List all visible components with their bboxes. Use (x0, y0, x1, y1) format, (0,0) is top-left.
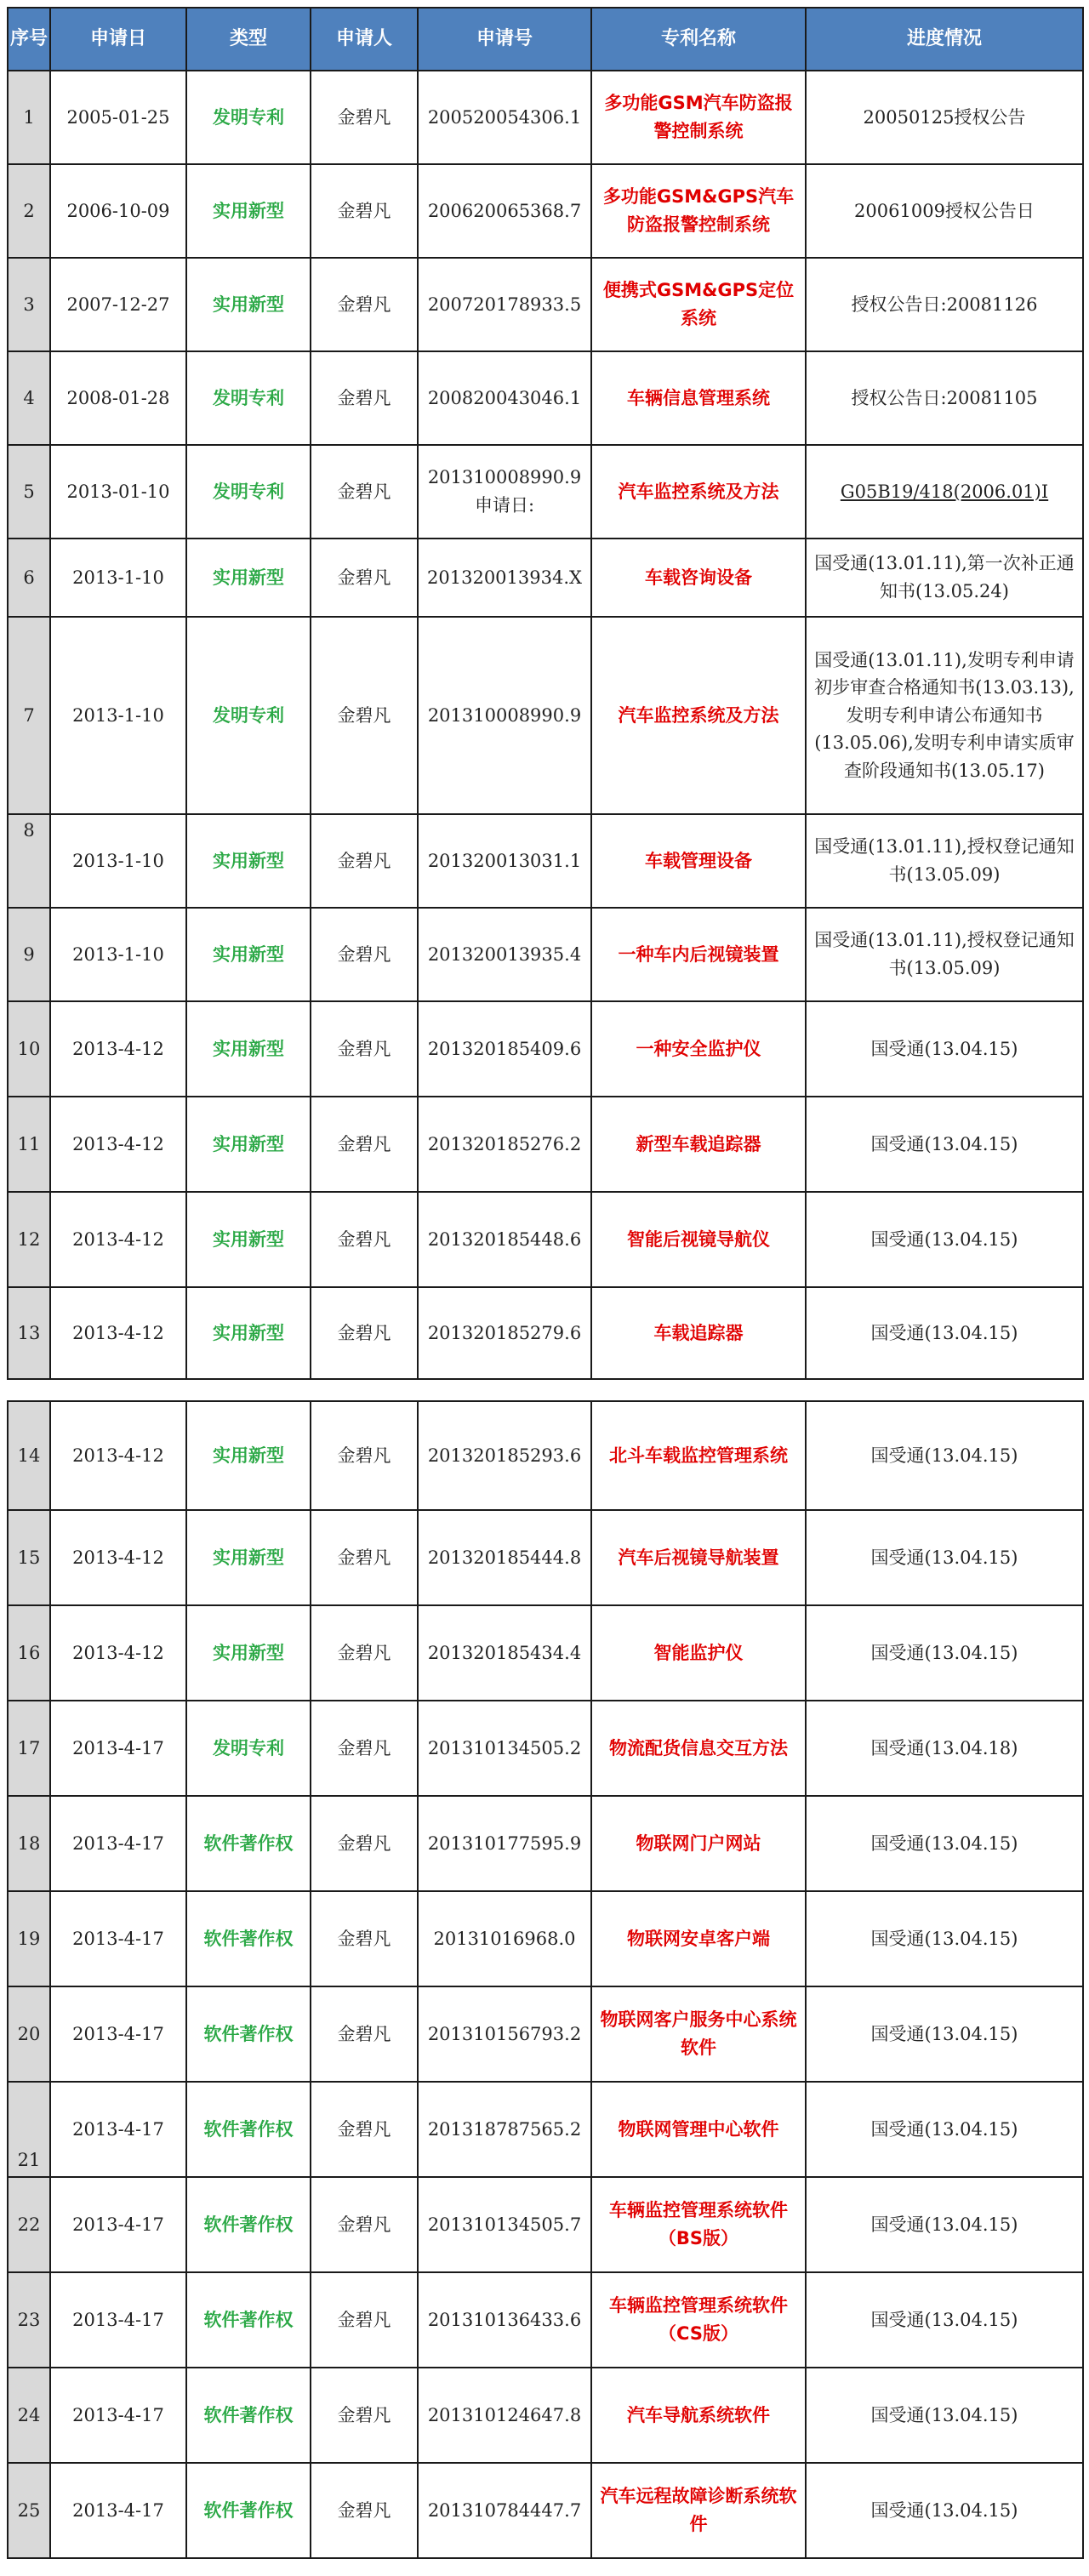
table-row (8, 1891, 1083, 1986)
application-date: 2013-4-12 (50, 1287, 186, 1379)
patent-title: 物流配货信息交互方法 (591, 1701, 806, 1796)
application-number: 201320013031.1 (418, 814, 591, 908)
application-number: 20131016968.0 (418, 1891, 591, 1986)
patent-type: 实用新型 (186, 164, 311, 258)
patent-title: 多功能GSM汽车防盗报警控制系统 (591, 71, 806, 164)
table-row (8, 617, 1083, 814)
row-index: 19 (8, 1891, 50, 1986)
progress-status: 国受通(13.04.15) (806, 1287, 1083, 1379)
application-number: 201320185293.6 (418, 1401, 591, 1510)
patent-title: 物联网管理中心软件 (591, 2082, 806, 2177)
patent-title: 物联网安卓客户端 (591, 1891, 806, 1986)
patent-table-part-1 (7, 7, 1084, 1380)
application-number: 201320013934.X (418, 539, 591, 617)
patent-list-page (7, 7, 1082, 2559)
patent-title: 多功能GSM&GPS汽车防盗报警控制系统 (591, 164, 806, 258)
progress-status: 20050125授权公告 (806, 71, 1083, 164)
application-number: 201310134505.7 (418, 2177, 591, 2272)
applicant-name: 金碧凡 (311, 445, 418, 539)
applicant-name: 金碧凡 (311, 1796, 418, 1891)
patent-type: 实用新型 (186, 1401, 311, 1510)
application-number: 201320185409.6 (418, 1001, 591, 1097)
patent-table-part-2 (7, 1400, 1084, 2559)
application-number: 201310008990.9 申请日: (418, 445, 591, 539)
progress-status: 国受通(13.04.18) (806, 1701, 1083, 1796)
patent-title: 智能监护仪 (591, 1605, 806, 1701)
application-date: 2013-4-17 (50, 2368, 186, 2463)
patent-type: 软件著作权 (186, 2368, 311, 2463)
application-date: 2013-4-17 (50, 2177, 186, 2272)
table-row (8, 539, 1083, 617)
row-index: 18 (8, 1796, 50, 1891)
table-row (8, 1001, 1083, 1097)
header-applicant: 申请人 (311, 8, 418, 71)
progress-status: 国受通(13.04.15) (806, 1510, 1083, 1605)
header-patent-title: 专利名称 (591, 8, 806, 71)
applicant-name: 金碧凡 (311, 1192, 418, 1287)
row-index: 14 (8, 1401, 50, 1510)
application-number: 200520054306.1 (418, 71, 591, 164)
application-number: 201310124647.8 (418, 2368, 591, 2463)
application-number: 201320185448.6 (418, 1192, 591, 1287)
application-date: 2006-10-09 (50, 164, 186, 258)
application-number: 201310136433.6 (418, 2272, 591, 2368)
patent-type: 发明专利 (186, 445, 311, 539)
patent-title: 车辆信息管理系统 (591, 351, 806, 445)
application-number: 201310134505.2 (418, 1701, 591, 1796)
applicant-name: 金碧凡 (311, 1510, 418, 1605)
progress-status: 授权公告日:20081126 (806, 258, 1083, 351)
table-row (8, 1510, 1083, 1605)
patent-type: 软件著作权 (186, 1891, 311, 1986)
patent-type: 软件著作权 (186, 2463, 311, 2558)
application-number: 201310177595.9 (418, 1796, 591, 1891)
patent-type: 实用新型 (186, 539, 311, 617)
progress-status: 国受通(13.04.15) (806, 1605, 1083, 1701)
application-number: 201310784447.7 (418, 2463, 591, 2558)
progress-status: 国受通(13.04.15) (806, 1891, 1083, 1986)
application-number: 201310008990.9 (418, 617, 591, 814)
patent-type: 软件著作权 (186, 2082, 311, 2177)
table-row (8, 1287, 1083, 1379)
application-date: 2013-4-12 (50, 1001, 186, 1097)
patent-type: 实用新型 (186, 1001, 311, 1097)
table-row (8, 1605, 1083, 1701)
patent-title: 车载追踪器 (591, 1287, 806, 1379)
table-row (8, 2368, 1083, 2463)
row-index: 12 (8, 1192, 50, 1287)
application-date: 2013-4-17 (50, 1796, 186, 1891)
table-row (8, 1097, 1083, 1192)
table-row (8, 71, 1083, 164)
progress-status: 国受通(13.04.15) (806, 1001, 1083, 1097)
patent-title: 车载管理设备 (591, 814, 806, 908)
patent-type: 实用新型 (186, 1287, 311, 1379)
patent-type: 实用新型 (186, 908, 311, 1001)
application-number: 201320185444.8 (418, 1510, 591, 1605)
progress-status: 国受通(13.01.11),授权登记通知书(13.05.09) (806, 908, 1083, 1001)
row-index: 21 (8, 2082, 50, 2177)
applicant-name: 金碧凡 (311, 814, 418, 908)
progress-status: 授权公告日:20081105 (806, 351, 1083, 445)
application-date: 2013-4-12 (50, 1401, 186, 1510)
patent-type: 实用新型 (186, 258, 311, 351)
table-header-row (8, 8, 1083, 71)
progress-status: 国受通(13.04.15) (806, 1986, 1083, 2082)
applicant-name: 金碧凡 (311, 2272, 418, 2368)
patent-title: 汽车导航系统软件 (591, 2368, 806, 2463)
application-number: 201320013935.4 (418, 908, 591, 1001)
header-status: 进度情况 (806, 8, 1083, 71)
table-row (8, 1192, 1083, 1287)
application-date: 2005-01-25 (50, 71, 186, 164)
application-date: 2007-12-27 (50, 258, 186, 351)
row-index: 22 (8, 2177, 50, 2272)
patent-title: 车载咨询设备 (591, 539, 806, 617)
header-application-no: 申请号 (418, 8, 591, 71)
application-date: 2013-1-10 (50, 617, 186, 814)
applicant-name: 金碧凡 (311, 2177, 418, 2272)
applicant-name: 金碧凡 (311, 1097, 418, 1192)
row-index: 2 (8, 164, 50, 258)
applicant-name: 金碧凡 (311, 1605, 418, 1701)
applicant-name: 金碧凡 (311, 617, 418, 814)
row-index: 16 (8, 1605, 50, 1701)
table-row (8, 258, 1083, 351)
application-number: 200720178933.5 (418, 258, 591, 351)
patent-type: 发明专利 (186, 1701, 311, 1796)
patent-title: 新型车载追踪器 (591, 1097, 806, 1192)
progress-status: 国受通(13.04.15) (806, 1192, 1083, 1287)
row-index: 6 (8, 539, 50, 617)
patent-type: 实用新型 (186, 1510, 311, 1605)
patent-title: 北斗车载监控管理系统 (591, 1401, 806, 1510)
row-index: 11 (8, 1097, 50, 1192)
table-row (8, 2463, 1083, 2558)
row-index: 7 (8, 617, 50, 814)
row-index: 23 (8, 2272, 50, 2368)
application-number: 201310156793.2 (418, 1986, 591, 2082)
row-index: 9 (8, 908, 50, 1001)
applicant-name: 金碧凡 (311, 1891, 418, 1986)
patent-title: 汽车后视镜导航装置 (591, 1510, 806, 1605)
application-date: 2013-1-10 (50, 539, 186, 617)
applicant-name: 金碧凡 (311, 351, 418, 445)
table-row (8, 2082, 1083, 2177)
patent-type: 软件著作权 (186, 1796, 311, 1891)
application-date: 2013-4-12 (50, 1097, 186, 1192)
progress-status: 20061009授权公告日 (806, 164, 1083, 258)
patent-type: 软件著作权 (186, 2272, 311, 2368)
application-number: 201318787565.2 (418, 2082, 591, 2177)
progress-status: 国受通(13.04.15) (806, 2082, 1083, 2177)
patent-title: 一种车内后视镜装置 (591, 908, 806, 1001)
progress-status: 国受通(13.04.15) (806, 1097, 1083, 1192)
progress-status: 国受通(13.04.15) (806, 2272, 1083, 2368)
progress-status: 国受通(13.01.11),第一次补正通知书(13.05.24) (806, 539, 1083, 617)
patent-title: 物联网门户网站 (591, 1796, 806, 1891)
row-index: 25 (8, 2463, 50, 2558)
patent-title: 车辆监控管理系统软件（CS版） (591, 2272, 806, 2368)
row-index: 1 (8, 71, 50, 164)
table-row (8, 445, 1083, 539)
application-number: 201320185276.2 (418, 1097, 591, 1192)
applicant-name: 金碧凡 (311, 258, 418, 351)
application-date: 2013-4-17 (50, 1986, 186, 2082)
patent-title: 便携式GSM&GPS定位系统 (591, 258, 806, 351)
table-row (8, 1796, 1083, 1891)
application-date: 2013-01-10 (50, 445, 186, 539)
table-row (8, 1986, 1083, 2082)
applicant-name: 金碧凡 (311, 1701, 418, 1796)
table-row (8, 2272, 1083, 2368)
progress-status: 国受通(13.01.11),发明专利申请初步审查合格通知书(13.03.13),发明专利申请公布通知书(13.05.06),发明专利申请实质审查阶段通知书(13.05.17) (806, 617, 1083, 814)
application-date: 2013-4-17 (50, 1891, 186, 1986)
patent-title: 汽车远程故障诊断系统软件 (591, 2463, 806, 2558)
header-date: 申请日 (50, 8, 186, 71)
application-number: 200820043046.1 (418, 351, 591, 445)
row-index: 24 (8, 2368, 50, 2463)
row-index: 4 (8, 351, 50, 445)
applicant-name: 金碧凡 (311, 164, 418, 258)
table-row (8, 814, 1083, 908)
patent-title: 物联网客户服务中心系统软件 (591, 1986, 806, 2082)
table-row (8, 1401, 1083, 1510)
application-date: 2013-1-10 (50, 814, 186, 908)
application-number: 200620065368.7 (418, 164, 591, 258)
application-date: 2013-1-10 (50, 908, 186, 1001)
patent-type: 实用新型 (186, 814, 311, 908)
table-row (8, 908, 1083, 1001)
table-row (8, 351, 1083, 445)
patent-type: 实用新型 (186, 1605, 311, 1701)
row-index: 15 (8, 1510, 50, 1605)
patent-title: 智能后视镜导航仪 (591, 1192, 806, 1287)
progress-status: 国受通(13.04.15) (806, 1401, 1083, 1510)
application-date: 2013-4-12 (50, 1510, 186, 1605)
application-date: 2013-4-12 (50, 1605, 186, 1701)
patent-type: 发明专利 (186, 71, 311, 164)
applicant-name: 金碧凡 (311, 1986, 418, 2082)
application-date: 2013-4-17 (50, 2272, 186, 2368)
table-row (8, 164, 1083, 258)
patent-type: 发明专利 (186, 351, 311, 445)
progress-status: 国受通(13.04.15) (806, 2463, 1083, 2558)
applicant-name: 金碧凡 (311, 71, 418, 164)
applicant-name: 金碧凡 (311, 2463, 418, 2558)
application-date: 2013-4-17 (50, 2463, 186, 2558)
progress-status: 国受通(13.04.15) (806, 1796, 1083, 1891)
patent-type: 软件著作权 (186, 2177, 311, 2272)
progress-status: 国受通(13.04.15) (806, 2368, 1083, 2463)
row-index: 17 (8, 1701, 50, 1796)
patent-title: 一种安全监护仪 (591, 1001, 806, 1097)
applicant-name: 金碧凡 (311, 2082, 418, 2177)
applicant-name: 金碧凡 (311, 908, 418, 1001)
applicant-name: 金碧凡 (311, 539, 418, 617)
application-date: 2013-4-17 (50, 1701, 186, 1796)
progress-status: 国受通(13.01.11),授权登记通知书(13.05.09) (806, 814, 1083, 908)
application-date: 2008-01-28 (50, 351, 186, 445)
patent-type: 实用新型 (186, 1192, 311, 1287)
row-index: 10 (8, 1001, 50, 1097)
application-date: 2013-4-17 (50, 2082, 186, 2177)
table-row (8, 1701, 1083, 1796)
patent-title: 汽车监控系统及方法 (591, 617, 806, 814)
patent-type: 软件著作权 (186, 1986, 311, 2082)
applicant-name: 金碧凡 (311, 1287, 418, 1379)
patent-type: 实用新型 (186, 1097, 311, 1192)
header-index: 序号 (8, 8, 50, 71)
header-type: 类型 (186, 8, 311, 71)
applicant-name: 金碧凡 (311, 2368, 418, 2463)
application-number: 201320185434.4 (418, 1605, 591, 1701)
applicant-name: 金碧凡 (311, 1401, 418, 1510)
patent-title: 汽车监控系统及方法 (591, 445, 806, 539)
row-index: 13 (8, 1287, 50, 1379)
row-index: 5 (8, 445, 50, 539)
application-number: 201320185279.6 (418, 1287, 591, 1379)
table-row (8, 2177, 1083, 2272)
application-date: 2013-4-12 (50, 1192, 186, 1287)
row-index: 8 (8, 814, 50, 908)
patent-title: 车辆监控管理系统软件（BS版） (591, 2177, 806, 2272)
row-index: 3 (8, 258, 50, 351)
progress-status: G05B19/418(2006.01)I (806, 445, 1083, 539)
applicant-name: 金碧凡 (311, 1001, 418, 1097)
progress-status: 国受通(13.04.15) (806, 2177, 1083, 2272)
row-index: 20 (8, 1986, 50, 2082)
patent-type: 发明专利 (186, 617, 311, 814)
